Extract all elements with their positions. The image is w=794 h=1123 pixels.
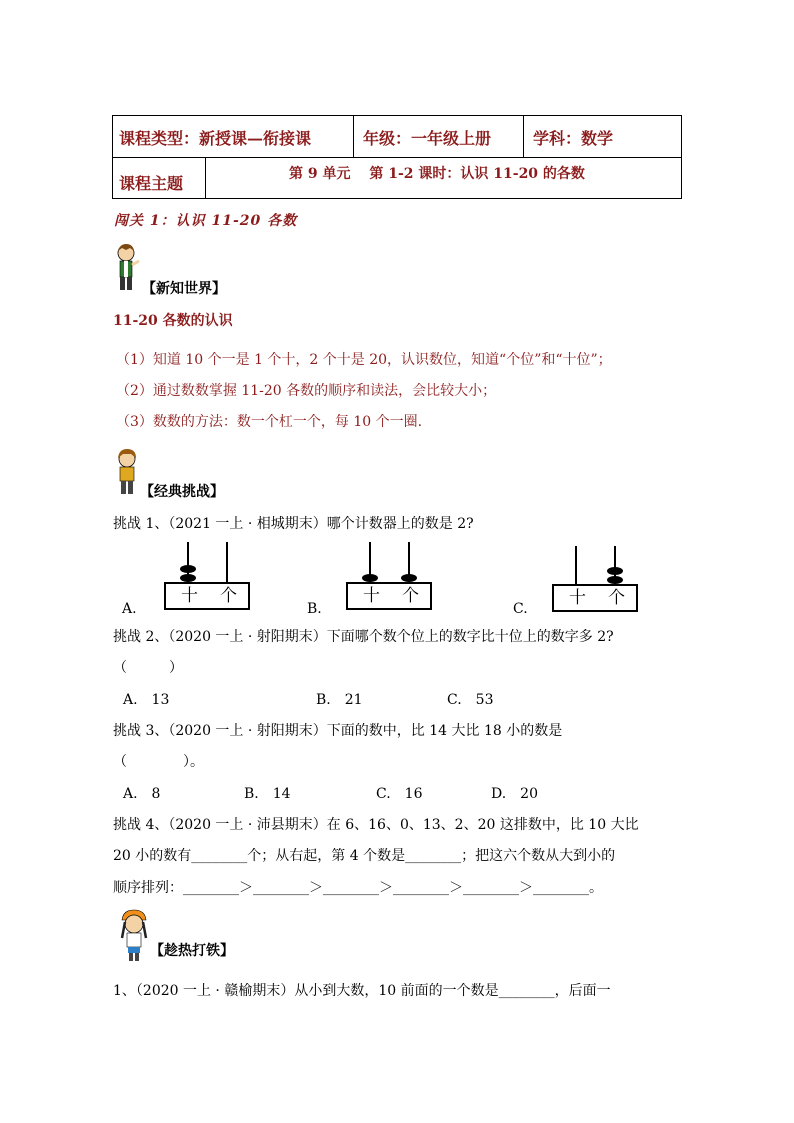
subject: 学科：数学 [533, 129, 614, 148]
knowledge-point-1: （1）知道 10 个一是 1 个十，2 个十是 20，认识数位，知道“个位”和“十位”； [116, 352, 612, 368]
challenge-4-line-3: 顺序排列：________＞________＞________＞________＞________＞________。 [113, 880, 603, 896]
answer-parentheses: （ ）。 [113, 754, 204, 770]
counter-base [164, 582, 250, 610]
tens-label: 十 [569, 588, 586, 608]
option-b: B. 21 [316, 692, 363, 708]
ones-label: 个 [402, 586, 419, 606]
ones-label: 个 [220, 586, 237, 606]
challenge-1-question: 挑战 1、（2021 一上 · 相城期末）哪个计数器上的数是 2? [113, 516, 474, 532]
kid-figure-icon [114, 448, 142, 496]
option-d: D. 20 [491, 786, 538, 802]
theme-value: 第 9 单元 第 1-2 课时：认识 11-20 的各数 [289, 166, 585, 182]
section-title-new-knowledge: 【新知世界】 [142, 281, 226, 297]
challenge-2-question: 挑战 2、（2020 一上 · 射阳期末）下面哪个数个位上的数字比十位上的数字多 2? [113, 629, 614, 645]
section-title-practice: 【趁热打铁】 [150, 943, 234, 959]
challenge-3-question: 挑战 3、（2020 一上 · 射阳期末）下面的数中，比 14 大比 18 小的数是 [113, 723, 563, 739]
ones-label: 个 [608, 588, 625, 608]
table-divider [523, 116, 524, 157]
answer-parentheses: （ ） [113, 660, 183, 676]
section-title-classic-challenge: 【经典挑战】 [140, 484, 224, 500]
theme-label: 课程主题 [119, 174, 184, 193]
option-a: A. 13 [123, 692, 170, 708]
abacus-counter-a [164, 542, 250, 610]
ones-bead [401, 574, 417, 582]
course-header-table [112, 115, 682, 199]
table-divider [205, 157, 206, 199]
abacus-counter-c [552, 544, 638, 612]
course-type: 课程类型：新授课—衔接课 [119, 129, 312, 148]
tens-rod [575, 546, 577, 584]
girl-figure-icon [117, 908, 151, 962]
abacus-counter-b [346, 542, 432, 610]
ones-bead [607, 567, 623, 575]
option-a: A. 8 [123, 786, 161, 802]
table-divider [353, 116, 354, 157]
challenge-4-line-2: 20 小的数有________个；从右起，第 4 个数是________；把这六个数从大到小的 [113, 848, 616, 864]
grade: 年级：一年级上册 [363, 129, 492, 148]
option-c: C. 16 [376, 786, 423, 802]
option-c: C. 53 [447, 692, 494, 708]
knowledge-point-2: （2）通过数数掌握 11-20 各数的顺序和读法，会比较大小； [116, 383, 497, 399]
tens-bead [362, 574, 378, 582]
tens-label: 十 [181, 586, 198, 606]
tens-label: 十 [363, 586, 380, 606]
challenge-4-line-1: 挑战 4、（2020 一上 · 沛县期末）在 6、16、0、13、2、20 这排数中，比 10 大比 [113, 817, 639, 833]
knowledge-point-3: （3）数数的方法：数一个杠一个，每 10 个一圈. [116, 414, 423, 430]
boy-figure-icon [112, 243, 142, 293]
practice-question-1: 1、（2020 一上 · 赣榆期末）从小到大数，10 前面的一个数是________，后面一 [113, 983, 611, 999]
counter-base [346, 582, 432, 610]
option-a: A. [122, 601, 137, 617]
ones-rod [226, 542, 228, 582]
ones-bead [607, 576, 623, 584]
option-b: B. [307, 601, 322, 617]
tens-bead [180, 574, 196, 582]
option-c: C. [513, 601, 528, 617]
table-divider [113, 157, 681, 158]
counter-base [552, 584, 638, 612]
option-b: B. 14 [244, 786, 291, 802]
level-title: 闯关 1：认识 11-20 各数 [114, 213, 298, 229]
tens-bead [180, 565, 196, 573]
knowledge-heading: 11-20 各数的认识 [113, 313, 233, 329]
